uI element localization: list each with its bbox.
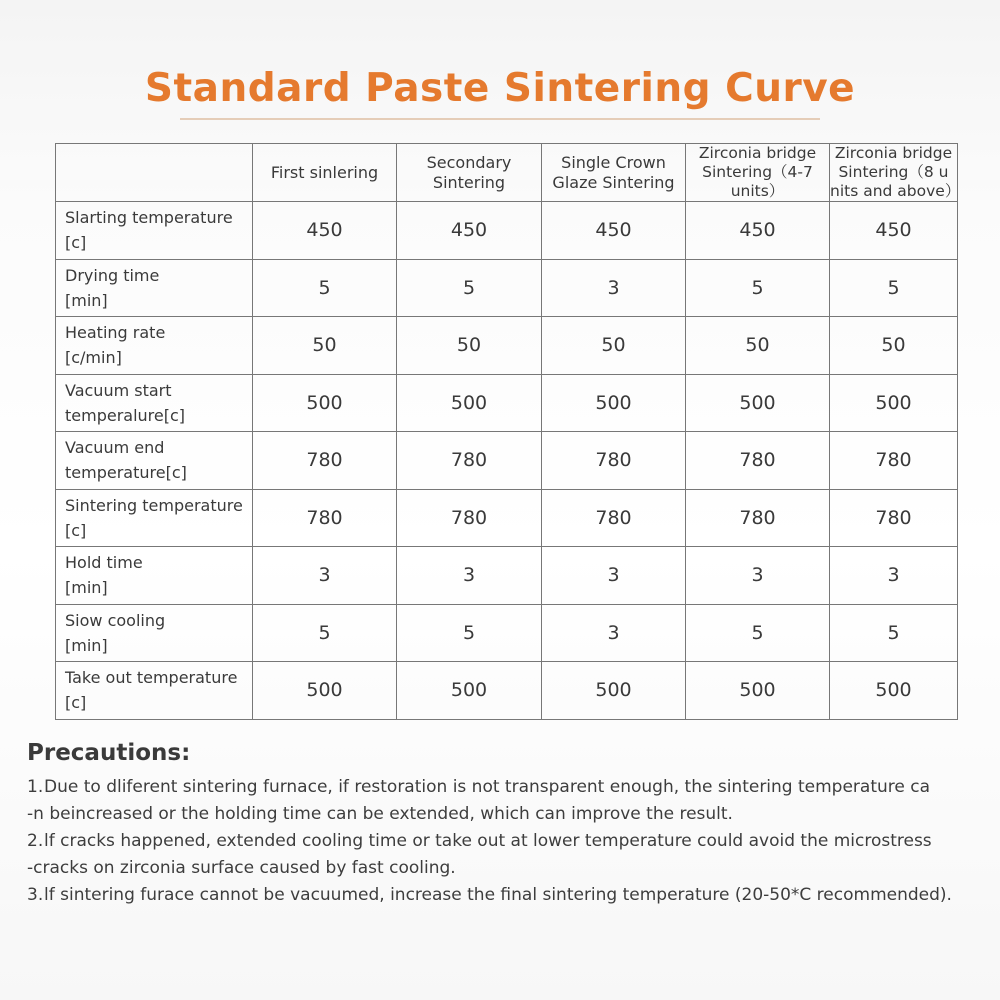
table-cell: 3 xyxy=(542,259,686,317)
table-cell: 5 xyxy=(253,604,397,662)
precaution-line xyxy=(27,801,1000,828)
table-row xyxy=(56,374,958,432)
table-cell: 5 xyxy=(253,259,397,317)
precaution-number: 2. xyxy=(27,831,44,851)
precaution-number: 1. xyxy=(27,777,44,797)
row-label-line: Take out temperature xyxy=(65,668,238,688)
column-header xyxy=(830,144,961,202)
table-cell: 3 xyxy=(397,547,542,605)
precautions-heading: Precautions: xyxy=(27,740,191,766)
table-cell: 3 xyxy=(542,547,686,605)
row-label-line: Vacuum end xyxy=(65,438,165,458)
row-label-line: [c/min] xyxy=(65,348,122,368)
table-cell: 450 xyxy=(397,202,542,260)
table-row xyxy=(56,259,958,317)
precaution-text: lf sintering furace cannot be vacuumed, increase the final sintering temperature (20-50*C recommended). xyxy=(44,885,952,905)
column-header xyxy=(686,144,830,202)
table-cell: 780 xyxy=(830,432,958,490)
row-label xyxy=(56,662,253,720)
precaution-number: 3. xyxy=(27,885,44,905)
column-header-line: nits and above） xyxy=(830,182,961,200)
row-label-line: [c] xyxy=(65,520,87,540)
table-cell: 500 xyxy=(542,662,686,720)
table-cell: 780 xyxy=(397,489,542,547)
table-cell: 3 xyxy=(686,547,830,605)
table-cell: 500 xyxy=(253,374,397,432)
page-title: Standard Paste Sintering Curve xyxy=(144,66,856,111)
table-cell: 50 xyxy=(830,317,958,375)
column-header-line: Sintering（8 u xyxy=(838,163,949,181)
table-cell: 500 xyxy=(830,374,958,432)
table-cell: 450 xyxy=(830,202,958,260)
table-cell: 780 xyxy=(397,432,542,490)
table-row xyxy=(56,604,958,662)
table-row xyxy=(56,662,958,720)
precaution-text: -n beincreased or the holding time can be extended, which can improve the result. xyxy=(27,804,733,824)
table-cell: 5 xyxy=(830,604,958,662)
row-label-line: [min] xyxy=(65,290,108,310)
table-cell: 500 xyxy=(686,662,830,720)
table-cell: 450 xyxy=(253,202,397,260)
precaution-line xyxy=(27,774,1000,801)
row-label-line: Hold time xyxy=(65,553,143,573)
row-label xyxy=(56,374,253,432)
column-header-line: Single Crown xyxy=(561,152,666,172)
column-header-line: Glaze Sintering xyxy=(552,172,675,192)
table-cell: 780 xyxy=(686,489,830,547)
row-label-line: Heating rate xyxy=(65,323,166,343)
row-label xyxy=(56,604,253,662)
table-cell: 5 xyxy=(397,604,542,662)
row-label xyxy=(56,547,253,605)
precaution-line xyxy=(27,855,1000,882)
row-label-line: [c] xyxy=(65,233,87,253)
column-header xyxy=(253,144,397,202)
title-underline xyxy=(180,118,820,120)
row-label-line: [c] xyxy=(65,693,87,713)
column-header xyxy=(542,144,686,202)
row-label-line: Sintering temperature xyxy=(65,495,243,515)
row-label xyxy=(56,259,253,317)
table-cell: 780 xyxy=(830,489,958,547)
table-cell: 500 xyxy=(397,374,542,432)
row-label-line: [min] xyxy=(65,635,108,655)
table-cell: 5 xyxy=(397,259,542,317)
precaution-text: lf cracks happened, extended cooling time or take out at lower temperature could avoid the microstress xyxy=(44,831,932,851)
table-row xyxy=(56,489,958,547)
table-row xyxy=(56,547,958,605)
table-cell: 3 xyxy=(253,547,397,605)
column-header-line: Secondary xyxy=(426,152,512,172)
header-empty-cell xyxy=(56,144,253,202)
row-label-line: temperature[c] xyxy=(65,463,187,483)
table-row xyxy=(56,317,958,375)
table-cell: 50 xyxy=(686,317,830,375)
table-cell: 450 xyxy=(686,202,830,260)
table-cell: 780 xyxy=(542,432,686,490)
table-cell: 3 xyxy=(542,604,686,662)
row-label-line: [min] xyxy=(65,578,108,598)
table-body xyxy=(56,202,958,720)
sintering-table xyxy=(55,143,961,720)
column-header-line: Sintering xyxy=(432,172,506,192)
table-cell: 780 xyxy=(253,432,397,490)
table-cell: 5 xyxy=(686,259,830,317)
precautions-list xyxy=(27,774,1000,909)
precaution-item xyxy=(27,882,1000,909)
table-cell: 5 xyxy=(830,259,958,317)
row-label-line: Vacuum start xyxy=(65,380,172,400)
table-cell: 780 xyxy=(686,432,830,490)
table-cell: 500 xyxy=(397,662,542,720)
column-header-line: units） xyxy=(730,182,785,200)
precaution-line xyxy=(27,828,1000,855)
table-cell: 3 xyxy=(830,547,958,605)
column-header-line: Sintering（4-7 xyxy=(702,163,813,181)
table-cell: 780 xyxy=(542,489,686,547)
precaution-item xyxy=(27,774,1000,828)
row-label-line: Slarting temperature xyxy=(65,208,233,228)
precaution-text: Due to dliferent sintering furnace, if restoration is not transparent enough, the sintering temperature ca xyxy=(44,777,931,797)
table-cell: 780 xyxy=(253,489,397,547)
row-label xyxy=(56,489,253,547)
precaution-text: -cracks on zirconia surface caused by fast cooling. xyxy=(27,858,456,878)
row-label xyxy=(56,317,253,375)
row-label-line: Drying time xyxy=(65,265,160,285)
table-header-row xyxy=(56,144,958,202)
table-cell: 50 xyxy=(253,317,397,375)
table-cell: 450 xyxy=(542,202,686,260)
row-label xyxy=(56,432,253,490)
table-cell: 5 xyxy=(686,604,830,662)
row-label-line: temperalure[c] xyxy=(65,405,186,425)
column-header xyxy=(397,144,542,202)
table-cell: 500 xyxy=(830,662,958,720)
column-header-line: Zirconia bridge xyxy=(834,144,953,162)
column-header-line: Zirconia bridge xyxy=(698,144,817,162)
table-cell: 50 xyxy=(397,317,542,375)
row-label xyxy=(56,202,253,260)
column-header-line: First sinlering xyxy=(270,162,379,182)
table-cell: 500 xyxy=(686,374,830,432)
row-label-line: Siow cooling xyxy=(65,610,166,630)
table-cell: 500 xyxy=(253,662,397,720)
table-row xyxy=(56,432,958,490)
table-row xyxy=(56,202,958,260)
precaution-item xyxy=(27,828,1000,882)
table-cell: 500 xyxy=(542,374,686,432)
precaution-line xyxy=(27,882,1000,909)
table-cell: 50 xyxy=(542,317,686,375)
